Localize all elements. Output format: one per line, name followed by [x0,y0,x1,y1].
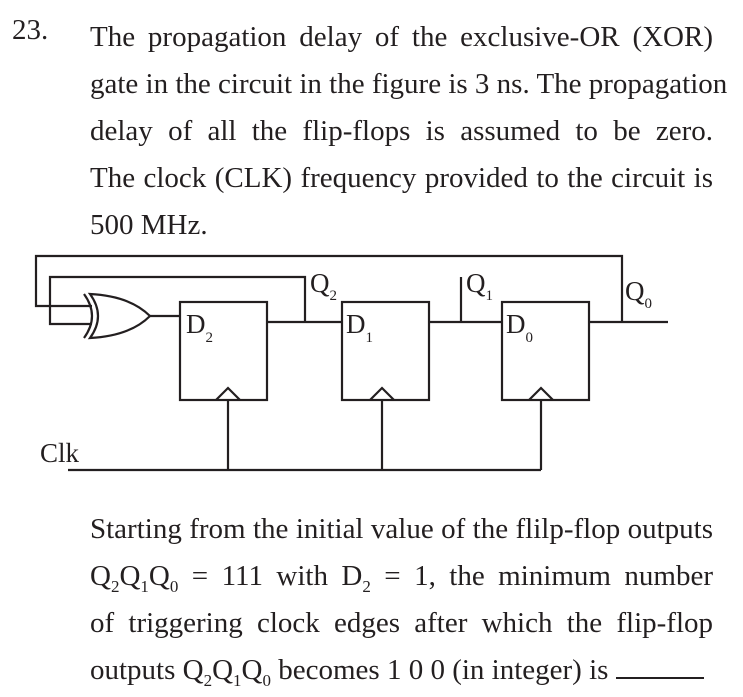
q1-label: $Q_1$ [466,268,493,304]
paragraph-line-3: of triggering clock edges after which the flip-flop [90,607,713,639]
paragraph-line-1: Starting from the initial value of the flilp-flop outputs [90,513,713,545]
paragraph-line-2: $Q_2Q_1Q_0 = 111$ with $D_2 = 1$, the minimum number [90,560,714,596]
clock-triangle-d2 [216,388,240,400]
question-line-2: gate in the circuit in the figure is 3 ns. The propagation [90,68,728,100]
xor-gate [84,294,92,338]
paragraph-line-4: outputs $Q_2Q_1Q_0$ becomes 1 0 0 (in integer) is [90,647,713,694]
question-number: 23. [12,14,49,46]
clk-label: Clk [40,438,80,468]
answer-blank[interactable] [616,655,704,679]
q2-label: $Q_2$ [310,268,337,304]
d2-label: $D_2$ [186,309,213,346]
q0-label: $Q_0$ [625,276,652,312]
paragraph-text [90,506,713,694]
clock-triangle-d0 [529,388,553,400]
question-line-3: delay of all the flip-flops is assumed to be zero. [90,115,713,147]
d0-label: $D_0$ [506,309,533,346]
question-line-1: The propagation delay of the exclusive-OR (XOR) [90,21,713,53]
question-line-5: 500 MHz. [90,209,208,241]
xor-gate-body [90,294,150,338]
clock-triangle-d1 [370,388,394,400]
d1-label: $D_1$ [346,309,373,346]
question-line-4: The clock (CLK) frequency provided to the circuit is [90,162,713,194]
